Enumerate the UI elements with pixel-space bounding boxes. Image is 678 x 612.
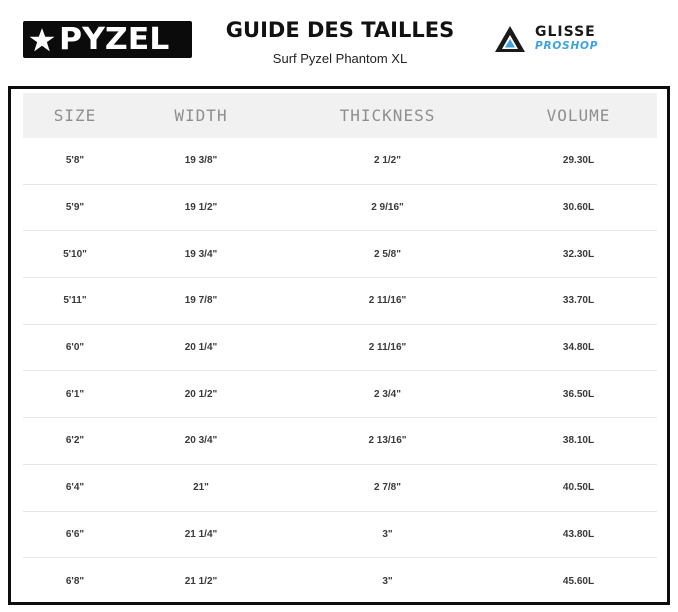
column-header-size: SIZE <box>23 93 127 138</box>
cell-size: 6'4" <box>23 464 127 511</box>
cell-size: 6'0" <box>23 324 127 371</box>
cell-thickness: 2 5/8" <box>275 231 500 278</box>
cell-width: 19 3/8" <box>127 138 275 184</box>
cell-thickness: 2 11/16" <box>275 278 500 325</box>
cell-size: 6'1" <box>23 371 127 418</box>
cell-size: 5'11" <box>23 278 127 325</box>
cell-volume: 29.30L <box>500 138 657 184</box>
table-row <box>23 231 657 278</box>
cell-size: 6'2" <box>23 418 127 465</box>
column-header-thickness: THICKNESS <box>275 93 500 138</box>
cell-size: 5'9" <box>23 184 127 231</box>
table-header <box>23 93 657 138</box>
page-subtitle: Surf Pyzel Phantom XL <box>272 51 408 66</box>
proshop-logo-text: PROSHOP <box>535 40 599 52</box>
table-row <box>23 324 657 371</box>
cell-width: 19 3/4" <box>127 231 275 278</box>
table-row <box>23 558 657 604</box>
cell-volume: 43.80L <box>500 511 657 558</box>
table-row <box>23 138 657 184</box>
size-chart-frame <box>8 86 670 605</box>
cell-width: 21" <box>127 464 275 511</box>
size-chart-table <box>23 93 657 604</box>
cell-size: 5'10" <box>23 231 127 278</box>
cell-thickness: 2 3/4" <box>275 371 500 418</box>
cell-volume: 40.50L <box>500 464 657 511</box>
cell-volume: 30.60L <box>500 184 657 231</box>
cell-width: 19 7/8" <box>127 278 275 325</box>
cell-thickness: 2 11/16" <box>275 324 500 371</box>
cell-volume: 38.10L <box>500 418 657 465</box>
header-row <box>23 93 657 138</box>
cell-volume: 45.60L <box>562 575 595 587</box>
cell-width: 21 1/2" <box>184 575 218 587</box>
cell-thickness: 2 13/16" <box>275 418 500 465</box>
cell-volume: 32.30L <box>500 231 657 278</box>
cell-size: 6'8" <box>65 575 85 587</box>
column-header-volume: VOLUME <box>500 93 657 138</box>
pyzel-logo <box>23 21 192 58</box>
table-row <box>23 278 657 325</box>
cell-size: 5'8" <box>23 138 127 184</box>
cell-thickness: 3" <box>275 511 500 558</box>
table-row <box>23 371 657 418</box>
page-title: GUIDE DES TAILLES <box>225 18 455 42</box>
cell-thickness: 2 7/8" <box>275 464 500 511</box>
glisse-proshop-logo <box>493 22 643 56</box>
table-row <box>23 184 657 231</box>
table-body <box>23 138 657 604</box>
table-row <box>23 418 657 465</box>
cell-width: 19 1/2" <box>127 184 275 231</box>
cell-volume: 33.70L <box>500 278 657 325</box>
star-icon <box>29 27 55 53</box>
cell-width: 20 1/4" <box>127 324 275 371</box>
cell-width: 20 1/2" <box>127 371 275 418</box>
glisse-triangle-icon <box>493 24 527 54</box>
table-row <box>23 511 657 558</box>
cell-width: 21 1/4" <box>127 511 275 558</box>
table-row <box>23 464 657 511</box>
cell-thickness: 3" <box>382 575 393 587</box>
pyzel-logo-text: PYZEL <box>59 22 170 57</box>
column-header-width: WIDTH <box>127 93 275 138</box>
cell-volume: 34.80L <box>500 324 657 371</box>
cell-thickness: 2 1/2" <box>275 138 500 184</box>
cell-width: 20 3/4" <box>127 418 275 465</box>
cell-size: 6'6" <box>23 511 127 558</box>
cell-volume: 36.50L <box>500 371 657 418</box>
cell-thickness: 2 9/16" <box>275 184 500 231</box>
glisse-logo-text: GLISSE <box>535 24 596 40</box>
